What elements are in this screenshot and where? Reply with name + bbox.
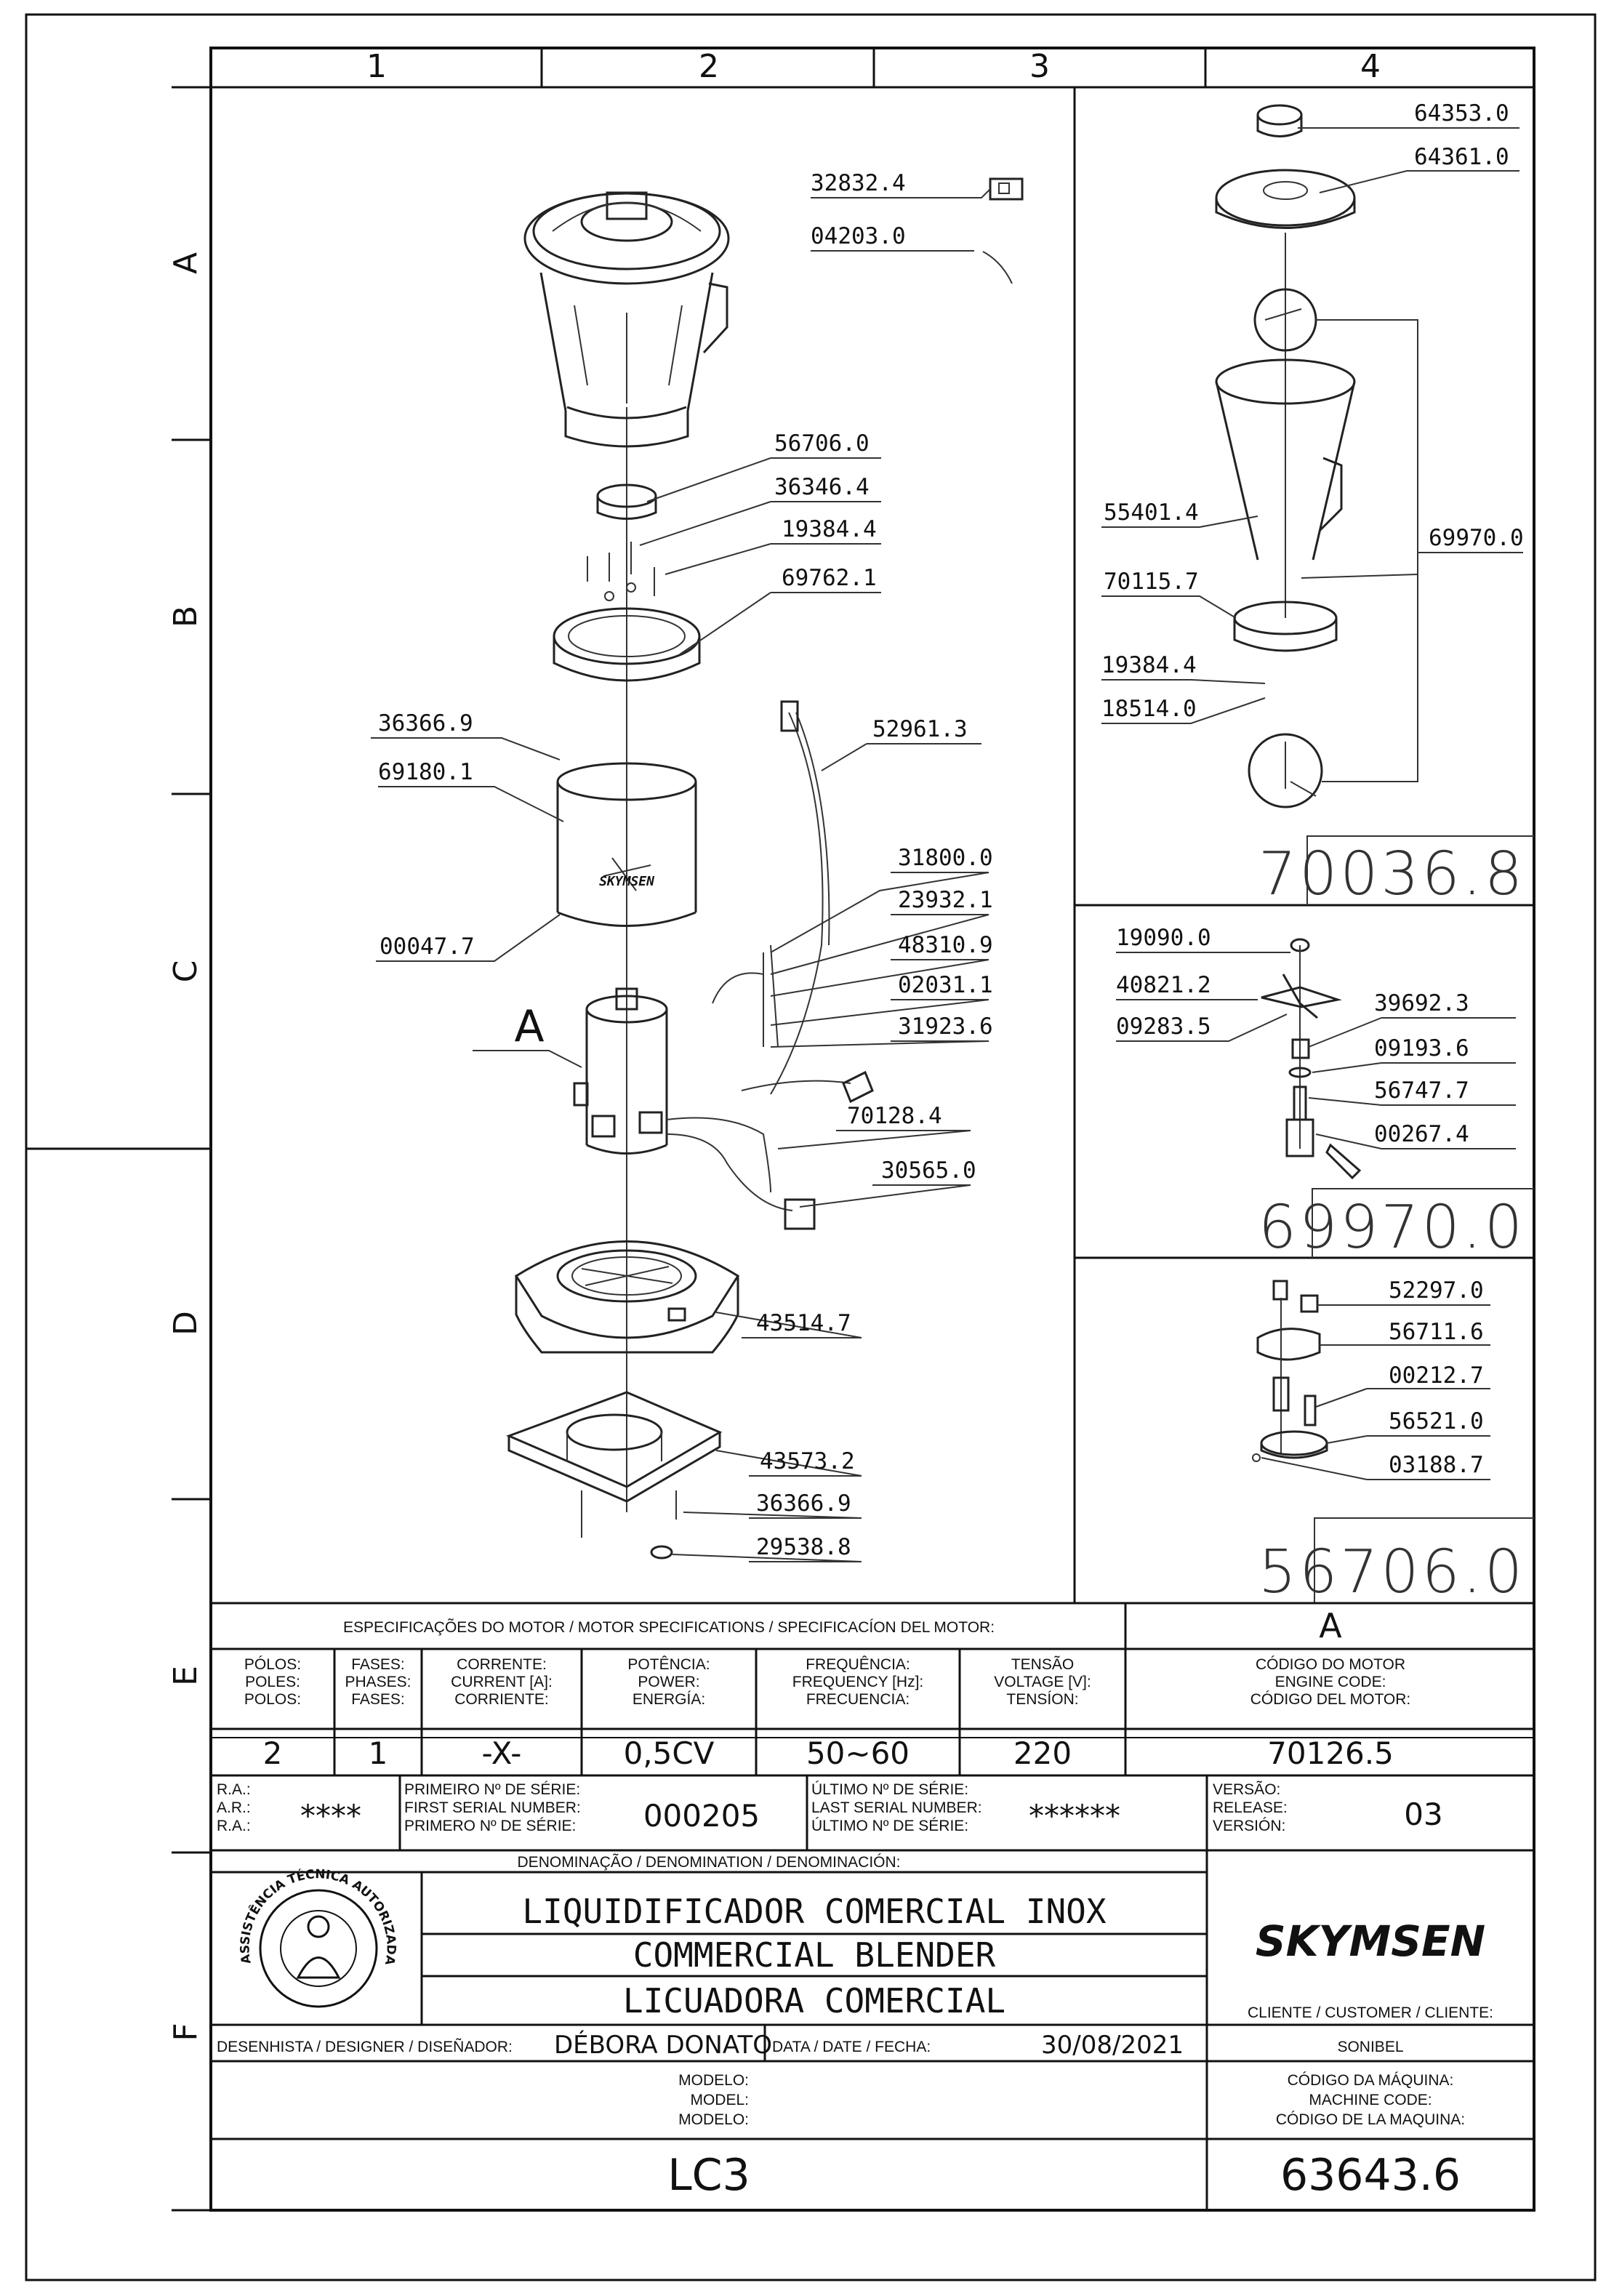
label-31923-6: 31923.6	[898, 1013, 993, 1040]
label-23932-1: 23932.1	[898, 887, 993, 913]
machine-code-label-en: MACHINE CODE:	[1309, 2092, 1432, 2108]
svg-text:A.R.:: A.R.:	[217, 1799, 251, 1816]
col-label-3: 3	[1029, 48, 1050, 85]
row-label-c: C	[167, 960, 204, 983]
svg-text:VOLTAGE [V]:: VOLTAGE [V]:	[994, 1674, 1091, 1690]
svg-text:2: 2	[262, 1735, 283, 1771]
base-plate-drawing	[509, 1392, 720, 1558]
label-02031-1: 02031.1	[898, 972, 993, 998]
date-value: 30/08/2021	[1041, 2031, 1184, 2060]
model-label-en: MODEL:	[690, 2092, 749, 2108]
svg-text:POWER:: POWER:	[638, 1674, 700, 1690]
label-31800-0: 31800.0	[898, 845, 993, 871]
detail2-code: 69970.0	[1258, 1193, 1525, 1262]
denomination-title: DENOMINAÇÃO / DENOMINATION / DENOMINACIÓN:	[517, 1854, 901, 1871]
svg-text:000205: 000205	[643, 1798, 760, 1834]
label-40821-2: 40821.2	[1116, 972, 1211, 998]
machine-code-value: 63643.6	[1280, 2150, 1461, 2201]
svg-text:VERSIÓN:: VERSIÓN:	[1213, 1818, 1286, 1834]
svg-text:R.A.:: R.A.:	[217, 1818, 251, 1834]
label-56711-6: 56711.6	[1389, 1319, 1484, 1345]
svg-text:FASES:: FASES:	[351, 1656, 405, 1673]
svg-text:TENSÃO: TENSÃO	[1011, 1656, 1075, 1673]
svg-text:ÚLTIMO Nº DE SÉRIE:: ÚLTIMO Nº DE SÉRIE:	[811, 1781, 969, 1798]
svg-text:03: 03	[1404, 1797, 1443, 1832]
main-leader-lines	[371, 189, 990, 1562]
label-36366-9: 36366.9	[378, 710, 473, 736]
date-label: DATA / DATE / FECHA:	[772, 2039, 931, 2055]
model-label-pt: MODELO:	[678, 2072, 749, 2089]
svg-text:TENSÍON:: TENSÍON:	[1006, 1691, 1079, 1708]
label-64353-0: 64353.0	[1414, 100, 1509, 127]
motor-specs-title: ESPECIFICAÇÕES DO MOTOR / MOTOR SPECIFICATIONS / SPECIFICACÍON DEL MOTOR:	[342, 1619, 995, 1636]
label-56706-0: 56706.0	[774, 430, 870, 457]
label-00267-4: 00267.4	[1374, 1121, 1469, 1147]
label-39692-3: 39692.3	[1374, 990, 1469, 1016]
screws-drawing	[587, 542, 654, 601]
label-19090-0: 19090.0	[1116, 925, 1211, 951]
label-64361-0: 64361.0	[1414, 144, 1509, 170]
detail3-labels	[1389, 1277, 1484, 1478]
authorized-service-seal	[238, 1867, 398, 2007]
row-label-b: B	[167, 605, 204, 628]
svg-text:PÓLOS:: PÓLOS:	[244, 1656, 302, 1673]
small-parts-drawing	[983, 179, 1022, 284]
svg-text:LAST SERIAL NUMBER:: LAST SERIAL NUMBER:	[811, 1799, 982, 1816]
svg-text:CÓDIGO DO MOTOR: CÓDIGO DO MOTOR	[1255, 1656, 1406, 1673]
label-19384-4: 19384.4	[782, 516, 877, 542]
designer-value: DÉBORA DONATO	[554, 2031, 772, 2060]
svg-text:-X-: -X-	[481, 1735, 522, 1771]
client-label: CLIENTE / CUSTOMER / CLIENTE:	[1248, 2004, 1493, 2021]
svg-text:FRECUENCIA:: FRECUENCIA:	[806, 1691, 910, 1708]
svg-text:PRIMERO Nº DE SÉRIE:: PRIMERO Nº DE SÉRIE:	[404, 1818, 577, 1834]
label-43514-7: 43514.7	[756, 1310, 851, 1336]
svg-text:0,5CV: 0,5CV	[623, 1735, 715, 1771]
col-label-2: 2	[699, 48, 719, 85]
label-69762-1: 69762.1	[782, 565, 877, 591]
row-labels	[167, 252, 204, 2042]
col-label-4: 4	[1360, 48, 1381, 85]
svg-text:70126.5: 70126.5	[1267, 1735, 1394, 1771]
motor-spec-headers	[244, 1655, 1410, 1708]
label-52297-0: 52297.0	[1389, 1277, 1484, 1304]
jar-body-drawing	[541, 273, 727, 446]
svg-text:CURRENT [A]:: CURRENT [A]:	[451, 1674, 553, 1690]
label-19384-4-b: 19384.4	[1101, 652, 1197, 678]
svg-text:ENERGÍA:: ENERGÍA:	[632, 1691, 706, 1708]
label-36346-4: 36346.4	[774, 474, 870, 500]
svg-text:FASES:: FASES:	[351, 1691, 405, 1708]
svg-text:50~60: 50~60	[806, 1735, 910, 1771]
svg-text:FREQUÊNCIA:: FREQUÊNCIA:	[806, 1656, 910, 1673]
label-52961-3: 52961.3	[872, 716, 968, 742]
label-48310-9: 48310.9	[898, 932, 993, 958]
label-29538-8: 29538.8	[756, 1534, 851, 1560]
label-32832-4: 32832.4	[811, 170, 906, 196]
wiring-drawing	[667, 702, 872, 1229]
detail1-labels	[1101, 100, 1524, 722]
svg-text:PRIMEIRO Nº DE SÉRIE:: PRIMEIRO Nº DE SÉRIE:	[404, 1781, 581, 1798]
label-00047-7: 00047.7	[380, 934, 475, 960]
label-55401-4: 55401.4	[1104, 499, 1199, 526]
label-69970-0-ref: 69970.0	[1429, 525, 1524, 551]
product-name-es: LICUADORA COMERCIAL	[622, 1981, 1006, 2020]
svg-text:CORRIENTE:: CORRIENTE:	[454, 1691, 549, 1708]
svg-text:CORRENTE:: CORRENTE:	[457, 1656, 547, 1673]
machine-code-label-pt: CÓDIGO DA MÁQUINA:	[1287, 2072, 1454, 2089]
client-value: SONIBEL	[1337, 2039, 1404, 2055]
brand-logo: SKYMSEN	[1255, 1916, 1486, 1966]
svg-text:VERSÃO:: VERSÃO:	[1213, 1781, 1281, 1798]
svg-text:FIRST SERIAL NUMBER:: FIRST SERIAL NUMBER:	[404, 1799, 581, 1816]
label-56747-7: 56747.7	[1374, 1077, 1469, 1104]
row-label-d: D	[167, 1311, 204, 1336]
motor-callout-letter: A	[514, 1001, 545, 1052]
svg-text:ÚLTIMO Nº DE SÉRIE:: ÚLTIMO Nº DE SÉRIE:	[811, 1818, 969, 1834]
machine-code-label-es: CÓDIGO DE LA MAQUINA:	[1275, 2111, 1466, 2128]
svg-text:****: ****	[300, 1798, 361, 1834]
label-18514-0: 18514.0	[1101, 696, 1197, 722]
row-label-f: F	[167, 2023, 204, 2042]
svg-text:ASSISTÊNCIA TÉCNICA AUTORIZADA: ASSISTÊNCIA TÉCNICA AUTORIZADA	[238, 1867, 398, 1967]
designer-label: DESENHISTA / DESIGNER / DISEÑADOR:	[217, 2039, 513, 2055]
detail2-labels	[1116, 925, 1469, 1147]
row-label-a: A	[167, 252, 204, 275]
row-label-e: E	[167, 1666, 204, 1686]
svg-text:******: ******	[1029, 1798, 1120, 1834]
svg-text:1: 1	[368, 1735, 388, 1771]
svg-text:CÓDIGO DEL MOTOR:: CÓDIGO DEL MOTOR:	[1250, 1691, 1411, 1708]
label-43573-2: 43573.2	[760, 1448, 855, 1474]
svg-text:ENGINE CODE:: ENGINE CODE:	[1274, 1674, 1386, 1690]
label-69180-1: 69180.1	[378, 759, 473, 785]
svg-text:SKYMSEN: SKYMSEN	[599, 874, 654, 889]
label-70115-7: 70115.7	[1104, 569, 1199, 595]
product-name-pt: LIQUIDIFICADOR COMERCIAL INOX	[522, 1892, 1107, 1931]
label-56521-0: 56521.0	[1389, 1408, 1484, 1434]
label-04203-0: 04203.0	[811, 223, 906, 249]
label-00212-7: 00212.7	[1389, 1362, 1484, 1389]
jar-lid-drawing	[525, 193, 728, 284]
label-09193-6: 09193.6	[1374, 1035, 1469, 1061]
svg-text:POLOS:: POLOS:	[244, 1691, 302, 1708]
svg-text:POLES:: POLES:	[245, 1674, 300, 1690]
label-09283-5: 09283.5	[1116, 1013, 1211, 1040]
label-36366-9-b: 36366.9	[756, 1490, 851, 1517]
svg-text:PHASES:: PHASES:	[345, 1674, 411, 1690]
svg-text:R.A.:: R.A.:	[217, 1781, 251, 1798]
motor-spec-values	[263, 1735, 1394, 1771]
label-70128-4: 70128.4	[847, 1103, 942, 1129]
col-label-1: 1	[366, 48, 387, 85]
motor-drawing	[574, 989, 667, 1154]
product-name-en: COMMERCIAL BLENDER	[633, 1935, 996, 1975]
detail1-code: 70036.8	[1258, 840, 1525, 909]
model-value: LC3	[667, 2150, 750, 2201]
detail3-code: 56706.0	[1258, 1538, 1525, 1607]
svg-text:RELEASE:: RELEASE:	[1213, 1799, 1288, 1816]
model-label-es: MODELO:	[678, 2111, 749, 2128]
svg-text:220: 220	[1013, 1735, 1072, 1771]
label-30565-0: 30565.0	[881, 1157, 976, 1184]
svg-text:POTÊNCIA:: POTÊNCIA:	[627, 1656, 710, 1673]
svg-text:FREQUENCY [Hz]:: FREQUENCY [Hz]:	[792, 1674, 924, 1690]
label-03188-7: 03188.7	[1389, 1452, 1484, 1478]
motor-specs-letter: A	[1319, 1606, 1342, 1645]
